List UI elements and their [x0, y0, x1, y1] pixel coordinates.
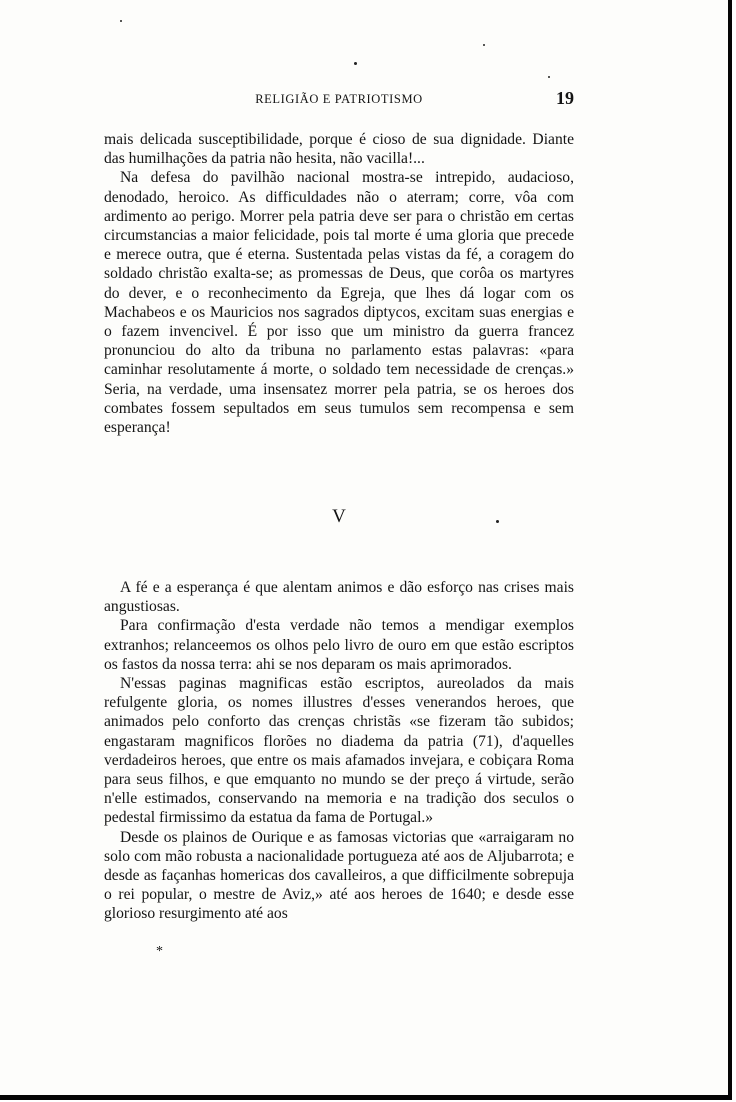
- paragraph: Na defesa do pavilhão nacional mostra-se intrepido, audacioso, denodado, heroico. As difficuldades não o aterram; corre, vôa com ardimento ao perigo. Morrer pela patria deve ser para o christão em certas circumstancias a maior felicidade, pois tal morte é uma gloria que precede e merece outra, que é eterna. Sustentada pelas vistas da fé, a coragem do soldado christão exalta-se; as promessas de Deus, que corôa os martyres do dever, e o reconhecimento da Egreja, que lhes dá logar com os Machabeos e os Mauricios nos sagrados diptycos, excitam suas energias e o fazem invencivel. É por isso que um ministro da guerra francez pronunciou do alto da tribuna no parlamento estas palavras: «para caminhar resolutamente á morte, o soldado tem necessidade de crenças.» Seria, na verdade, uma insensatez morrer pela patria, se os heroes dos combates fossem sepultados em seus tumulos sem recompensa e sem esperança!: [104, 169, 574, 437]
- paragraph: Para confirmação d'esta verdade não temos a mendigar exemplos extranhos; relanceemos os olhos pelo livro de ouro em que estão escriptos os fastos da nossa terra: ahi se nos deparam os mais aprimorados.: [104, 617, 574, 673]
- ink-speck: [354, 62, 357, 65]
- ink-speck: [483, 44, 485, 46]
- body-text-section: [104, 578, 574, 924]
- ink-speck: [548, 76, 550, 78]
- paragraph: Desde os plainos de Ourique e as famosas victorias que «arraigaram no solo com mão robusta a nacionalidade portugueza até aos de Aljubarrota; e desde as façanhas homericas dos cavalleiros, a que difficilmente sobrepuja o rei popular, o mestre de Aviz,» até aos heroes de 1640; e desde esse glorioso resurgimento até aos: [104, 828, 574, 923]
- paragraph-continuation: mais delicada susceptibilidade, porque é cioso de sua dignidade. Diante das humilhações da patria não hesita, não vacilla!...: [104, 131, 574, 168]
- running-title: RELIGIÃO E PATRIOTISMO: [255, 92, 423, 106]
- section-heading: V: [332, 506, 346, 527]
- page-number: 19: [556, 88, 574, 108]
- body-text-top: [104, 130, 574, 437]
- paragraph: A fé e a esperança é que alentam animos e dão esforço nas crises mais angustiosas.: [104, 579, 574, 616]
- footer-mark: *: [156, 944, 163, 959]
- ink-speck: [120, 20, 122, 22]
- paragraph: N'essas paginas magnificas estão escriptos, aureolados da mais refulgente gloria, os nomes illustres d'esses venerandos heroes, que animados pelo conforto das crenças christãs «se fizeram tão subidos; engastaram magnificos florões no diadema da patria (71), d'aquelles verdadeiros heroes, que entre os mais afamados inveјara, e cobiçara Roma para seus filhos, e que emquanto no mundo se der preço á virtude, serão n'elle estimados, conservando na memoria e na tradição dos seculos o pedestal firmissimo da estatua da fama de Portugal.»: [104, 675, 574, 827]
- page-header: [104, 88, 574, 112]
- ink-speck: [496, 520, 499, 523]
